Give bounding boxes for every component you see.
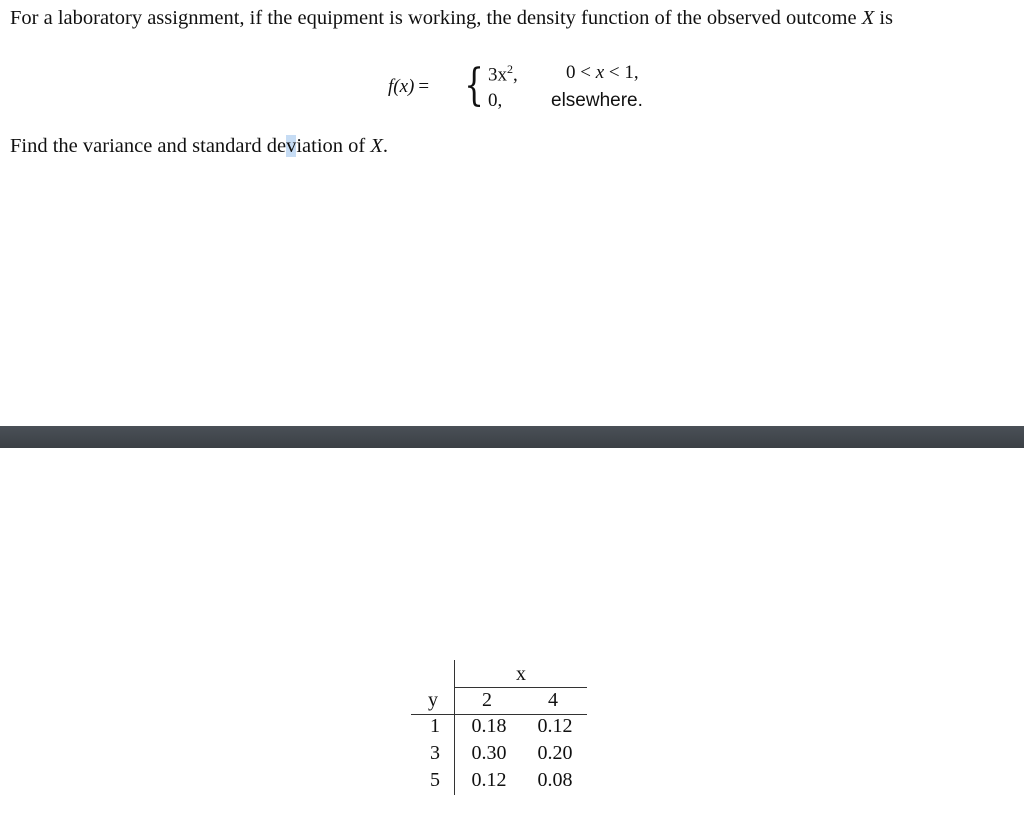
table-header-rule [454, 687, 587, 688]
case2-expression: 0, [488, 90, 503, 111]
question-text [10, 134, 388, 158]
question-period: . [382, 135, 389, 157]
table-cell: 0.30 [471, 742, 507, 764]
table-cell: 0.20 [537, 742, 573, 764]
table-col-header: 2 [482, 689, 492, 711]
case1-cond-end: < 1, [608, 62, 639, 83]
table-cell: 0.18 [471, 715, 507, 737]
divider-bar [0, 426, 1024, 448]
problem-intro-end: is [879, 7, 894, 29]
formula-lhs: f(x) = [388, 76, 430, 97]
question-variable: X [370, 135, 383, 157]
brace-icon: { [464, 60, 484, 111]
case1-exponent: 2 [507, 62, 513, 76]
table-row-label: 3 [430, 742, 440, 764]
case2-condition: elsewhere. [551, 90, 643, 111]
table-cell: 0.12 [537, 715, 573, 737]
problem-intro: For a laboratory assignment, if the equipment is working, the density function of the observed outcome [10, 7, 857, 29]
joint-probability-table [411, 660, 591, 800]
table-cell: 0.12 [471, 769, 507, 791]
question-start: Find the variance and standard de [10, 135, 287, 157]
table-cell: 0.08 [537, 769, 573, 791]
variable-x: X [861, 7, 875, 29]
problem-statement [10, 6, 893, 30]
case1-condition: 0 < x < 1, [566, 62, 639, 83]
table-vertical-rule [454, 660, 455, 795]
density-formula [388, 58, 688, 118]
table-row-variable: y [428, 689, 438, 711]
table-row-label: 5 [430, 769, 440, 791]
text-selection-highlight: v [286, 135, 297, 157]
formula-equals: = [418, 76, 430, 97]
case1-expression: $3x^2$, [488, 62, 518, 86]
case1-cond-var: x [595, 62, 605, 83]
table-row-label: 1 [430, 715, 440, 737]
case1-comma: , [513, 64, 518, 86]
table-col-header: 4 [548, 689, 558, 711]
table-col-variable: x [516, 663, 526, 685]
question-end: iation of [296, 135, 366, 157]
